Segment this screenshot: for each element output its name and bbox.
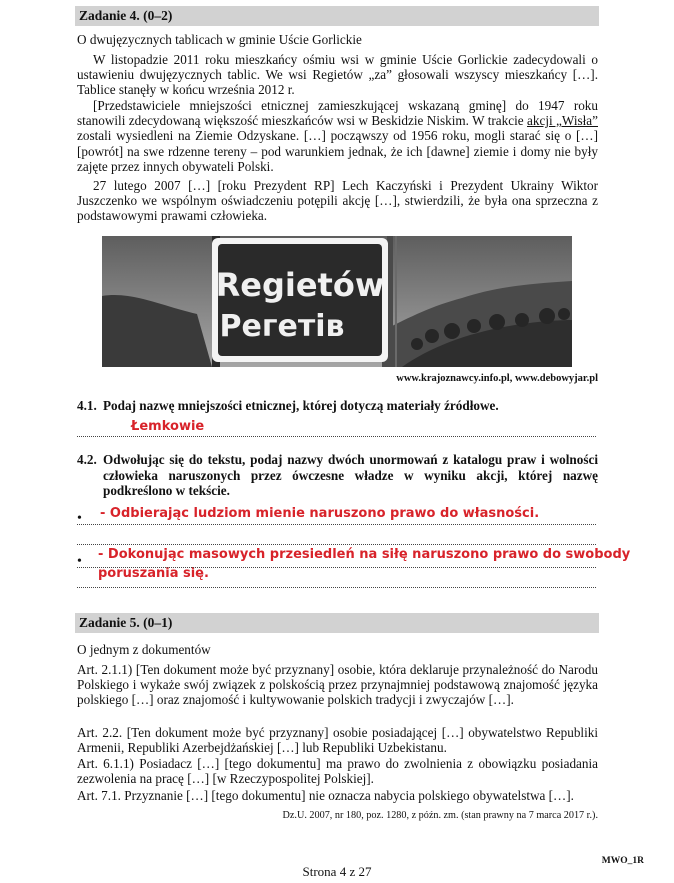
task5-article-2-1-1: Art. 2.1.1) [Ten dokument może być przyznany] osobie, która deklaruje przynależność do Narodu Polskiego i wykaże swój związek z polskością przez przynajmniej podstawową znajomość języka polskiego […] oraz znajomość i kultywowanie polskich tradycji i zwyczajów […]. bbox=[77, 662, 598, 708]
task4-paragraph-1: W listopadzie 2011 roku mieszkańcy ośmiu wsi w gminie Uście Gorlickie zadecydowali o ustawieniu dwujęzycznych tablic. We wsi Regietów „za” głosowali wszyscy mieszkańcy […]. Tablice stanęły w końcu września 2012 r. bbox=[77, 52, 598, 98]
photo-credit: www.krajoznawcy.info.pl, www.debowyjar.pl bbox=[396, 373, 598, 384]
answer-line bbox=[77, 587, 596, 588]
answer-line bbox=[77, 567, 596, 568]
sign-photo-illustration bbox=[102, 236, 572, 367]
task5-citation: Dz.U. 2007, nr 180, poz. 1280, z późn. zm. (stan prawny na 7 marca 2017 r.). bbox=[282, 810, 598, 821]
answer-line bbox=[77, 524, 596, 525]
regietow-sign-photo bbox=[102, 236, 572, 367]
task5-article-6-1-1: Art. 6.1.1) Posiadacz […] [tego dokumentu] ma prawo do zwolnienia z obowiązku posiadania zezwolenia na pracę […] [w Rzeczypospolitej Polskiej]. bbox=[77, 756, 598, 787]
bullet-1: • bbox=[77, 511, 82, 526]
answer-4-1: Łemkowie bbox=[131, 419, 205, 434]
answer-4-2-second-line-2: poruszania się. bbox=[98, 566, 209, 581]
task5-source-title: O jednym z dokumentów bbox=[77, 642, 211, 657]
task5-header: Zadanie 5. (0–1) bbox=[75, 613, 599, 633]
task4-paragraph-2 bbox=[77, 98, 598, 174]
question-4-2-text: Odwołując się do tekstu, podaj nazwy dwóch unormowań z katalogu praw i wolności człowieka naruszonych przez ówczesne władze w wyniku akcji, której nazwę podkreślono w tekście. bbox=[103, 452, 598, 498]
exam-code: MWO_1R bbox=[601, 856, 644, 866]
question-4-1-text: Podaj nazwę mniejszości etnicznej, której dotyczą materiały źródłowe. bbox=[103, 398, 499, 413]
task4-paragraph-3: 27 lutego 2007 […] [roku Prezydent RP] Lech Kaczyński i Prezydent Ukrainy Wiktor Juszczenko we wspólnym oświadczeniu potępili akcję […], stwierdzili, że była ona sprzeczna z podstawowymi prawami człowieka. bbox=[77, 178, 598, 224]
p2-text-b: zostali wysiedleni na Ziemie Odzyskane. […] począwszy od 1956 roku, mogli starać się o […] [powrót] na swe rdzenne tereny – pod warunkiem jednak, że ich [dawne] ziemie i domy nie były zajęte przez innych obywateli Polski. bbox=[77, 128, 598, 174]
task4-source-title: O dwujęzycznych tablicach w gminie Uście Gorlickie bbox=[77, 32, 362, 47]
sign-text-latin: Regietów bbox=[215, 266, 385, 304]
question-4-1-number: 4.1. bbox=[77, 398, 97, 413]
answer-line bbox=[77, 436, 596, 437]
p2-text-a: [Przedstawiciele mniejszości etnicznej zamieszkującej wskazaną gminę] do 1947 roku stanowili zdecydowaną większość mieszkańców wsi w Beskidzie Niskim. W trakcie bbox=[77, 98, 598, 129]
answer-4-2-second-line-1: - Dokonując masowych przesiedleń na siłę naruszono prawo do swobody bbox=[98, 547, 631, 562]
bullet-2: • bbox=[77, 554, 82, 569]
page-number: Strona 4 z 27 bbox=[302, 864, 372, 879]
akcja-wisla-underlined: akcji „Wisła” bbox=[527, 113, 598, 129]
answer-4-2-first: - Odbierając ludziom mienie naruszono prawo do własności. bbox=[100, 506, 540, 521]
sign-text-cyrillic: Регетів bbox=[219, 309, 345, 344]
task5-article-2-2: Art. 2.2. [Ten dokument może być przyznany] osobie posiadającej […] obywatelstwo Republiki Armenii, Republiki Azerbejdżańskiej […] lub Republiki Uzbekistanu. bbox=[77, 725, 598, 756]
task5-article-7-1: Art. 7.1. Przyznanie […] [tego dokumentu] nie oznacza nabycia polskiego obywatelstwa […]. bbox=[77, 788, 574, 803]
question-4-2-number: 4.2. bbox=[77, 452, 97, 467]
task4-header: Zadanie 4. (0–2) bbox=[75, 6, 599, 26]
